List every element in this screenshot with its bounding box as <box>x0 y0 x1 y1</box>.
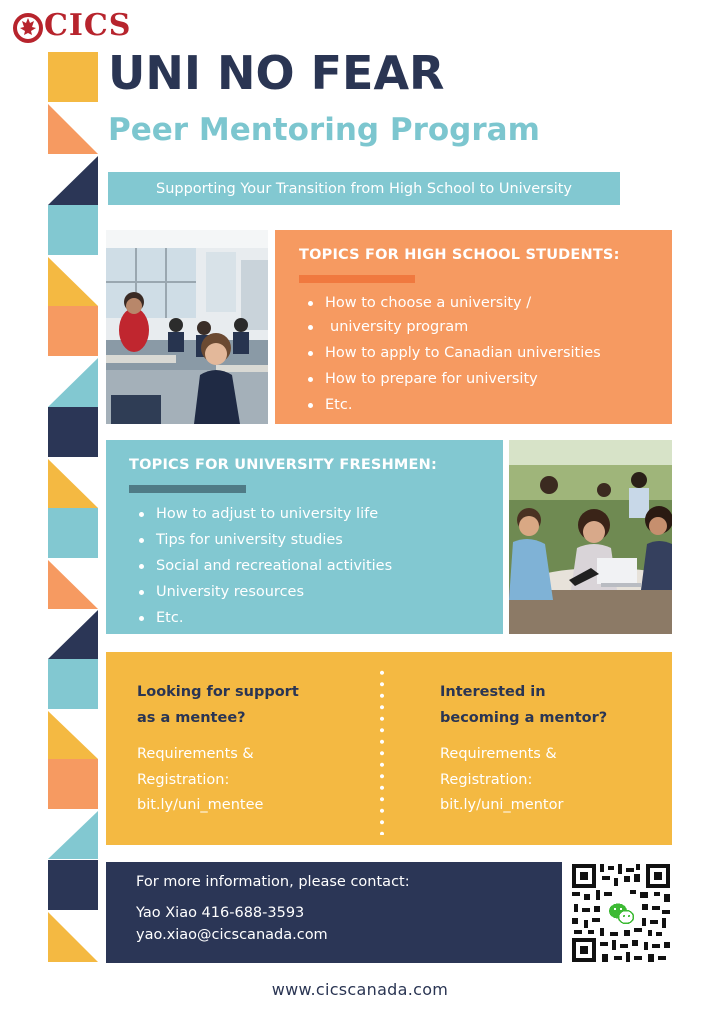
mentor-registration-link[interactable]: bit.ly/uni_mentor <box>440 797 564 813</box>
list-item: How to choose a university / <box>305 290 601 316</box>
program-subtitle: Peer Mentoring Program <box>108 112 540 148</box>
list-item: Etc. <box>305 392 601 418</box>
mentor-requirements-line: Requirements & <box>440 746 557 762</box>
contact-panel <box>106 862 562 963</box>
list-item: How to adjust to university life <box>136 501 392 527</box>
freshmen-topics-panel <box>106 440 503 634</box>
dotted-divider <box>380 667 384 835</box>
students-photo <box>509 440 672 634</box>
decorative-shape-column <box>48 52 98 962</box>
list-item: Etc. <box>136 605 392 631</box>
mentee-heading-line: Looking for support <box>137 684 299 700</box>
cics-logo <box>10 6 132 46</box>
contact-prompt: For more information, please contact: <box>136 874 410 890</box>
tagline-banner: Supporting Your Transition from High School to University <box>108 172 620 205</box>
high-school-topics-list <box>305 290 601 418</box>
high-school-topics-panel <box>275 230 672 424</box>
website-url[interactable]: www.cicscanada.com <box>271 980 449 999</box>
mentor-heading-line: Interested in <box>440 684 546 700</box>
wechat-qr-code[interactable] <box>570 862 672 964</box>
mentee-registration-line: Registration: <box>137 771 230 788</box>
high-school-topics-heading: TOPICS FOR HIGH SCHOOL STUDENTS: <box>299 247 620 263</box>
list-item: Social and recreational activities <box>136 553 392 579</box>
contact-name-phone: Yao Xiao 416-688-3593 <box>136 905 305 921</box>
mentor-registration-line: Registration: <box>440 771 533 788</box>
list-item: How to prepare for university <box>305 366 601 392</box>
maple-leaf-icon <box>10 10 46 46</box>
heading-accent-bar <box>299 275 415 283</box>
mentee-heading <box>137 679 299 731</box>
logo-text: CICS <box>44 8 132 43</box>
classroom-photo <box>106 230 268 424</box>
mentor-heading-line: becoming a mentor? <box>440 710 608 726</box>
freshmen-topics-heading: TOPICS FOR UNIVERSITY FRESHMEN: <box>129 457 437 473</box>
mentor-requirements <box>440 742 563 819</box>
mentee-registration-link[interactable]: bit.ly/uni_mentee <box>137 797 264 813</box>
main-title: UNI NO FEAR <box>108 46 445 100</box>
freshmen-topics-list <box>136 501 392 631</box>
list-item: How to apply to Canadian universities <box>305 340 601 366</box>
mentee-requirements-line: Requirements & <box>137 746 254 762</box>
contact-email[interactable]: yao.xiao@cicscanada.com <box>136 927 328 943</box>
mentee-requirements <box>137 742 263 819</box>
list-item: Tips for university studies <box>136 527 392 553</box>
mentee-heading-line: as a mentee? <box>137 710 246 726</box>
heading-accent-bar <box>129 485 246 493</box>
list-item: University resources <box>136 579 392 605</box>
mentor-heading <box>440 679 607 731</box>
mentee-mentor-panel <box>106 652 672 845</box>
list-item-continued: university program <box>305 314 601 340</box>
